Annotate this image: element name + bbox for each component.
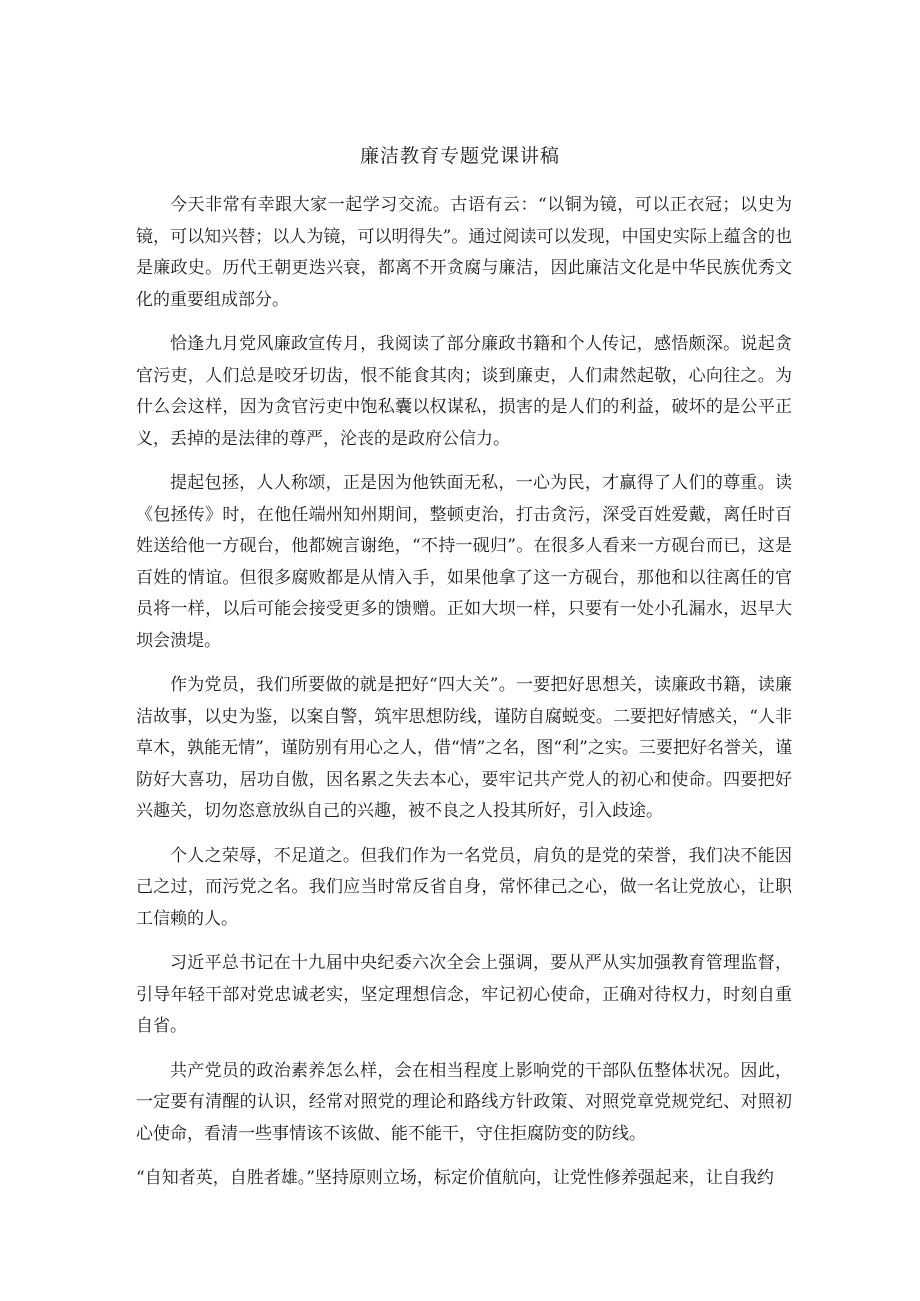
document-body	[136, 190, 792, 1208]
paragraph-8: “自知者英，自胜者雄。”坚持原则立场，标定价值航向，让党性修养强起来，让自我约	[136, 1168, 774, 1188]
paragraph-3: 提起包拯，人人称颂，正是因为他铁面无私，一心为民，才赢得了人们的尊重。读《包拯传》时，在他任端州知州期间，整顿吏治，打击贪污，深受百姓爱戴，离任时百姓送给他一方砚台，他都婉言谢绝，“不持一砚归”。在很多人看来一方砚台而已，这是百姓的情谊。但很多腐败都是从情入手，如果他拿了这一方砚台，那他和以往离任的官员将一样，以后可能会接受更多的馈赠。正如大坝一样，只要有一处小孔漏水，迟早大坝会溃堤。	[136, 473, 792, 651]
paragraph-2: 恰逢九月党风廉政宣传月，我阅读了部分廉政书籍和个人传记，感悟颇深。说起贪官污吏，人们总是咬牙切齿，恨不能食其肉；谈到廉吏，人们肃然起敬，心向往之。为什么会这样，因为贪官污吏中饱私囊以权谋私，损害的是人们的利益，破坏的是公平正义，丢掉的是法律的尊严，沦丧的是政府公信力。	[136, 334, 792, 449]
paragraph-6: 习近平总书记在十九届中央纪委六次全会上强调，要从严从实加强教育管理监督，引导年轻干部对党忠诚老实，坚定理想信念，牢记初心使命，正确对待权力，时刻自重自省。	[136, 953, 792, 1036]
paragraph-4: 作为党员，我们所要做的就是把好“四大关”。一要把好思想关，读廉政书籍，读廉洁故事，以史为鉴，以案自警，筑牢思想防线，谨防自腐蜕变。二要把好情感关，“人非草木，孰能无情”，谨防别有用心之人，借“情”之名，图“利”之实。三要把好名誉关，谨防好大喜功，居功自傲，因名累之失去本心，要牢记共产党人的初心和使命。四要把好兴趣关，切勿恣意放纵自己的兴趣，被不良之人投其所好，引入歧途。	[136, 675, 792, 821]
paragraph-7: 共产党员的政治素养怎么样，会在相当程度上影响党的干部队伍整体状况。因此，一定要有清醒的认识，经常对照党的理论和路线方针政策、对照党章党规党纪、对照初心使命，看清一些事情该不该做、能不能干，守住拒腐防变的防线。	[136, 1060, 792, 1144]
document-title: 廉洁教育专题党课讲稿	[359, 145, 560, 167]
paragraph-5: 个人之荣辱，不足道之。但我们作为一名党员，肩负的是党的荣誉，我们决不能因己之过，而污党之名。我们应当时常反省自身，常怀律己之心，做一名让党放心，让职工信赖的人。	[136, 845, 792, 929]
paragraph-1: 今天非常有幸跟大家一起学习交流。古语有云：“以铜为镜，可以正衣冠；以史为镜，可以知兴替；以人为镜，可以明得失”。通过阅读可以发现，中国史实际上蕴含的也是廉政史。历代王朝更迭兴衰，都离不开贪腐与廉洁，因此廉洁文化是中华民族优秀文化的重要组成部分。	[136, 195, 792, 310]
